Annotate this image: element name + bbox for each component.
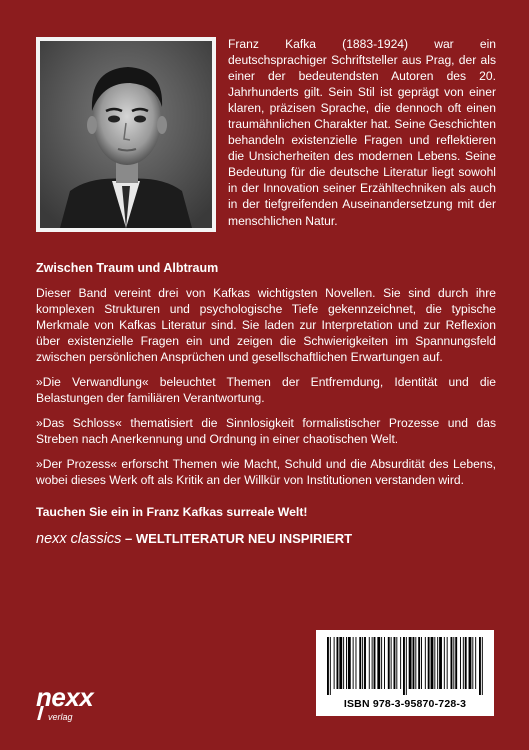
barcode-bar (421, 637, 422, 689)
barcode-bar (463, 637, 464, 689)
author-portrait-image (40, 41, 212, 228)
barcode-bar (388, 637, 390, 689)
barcode-bar (330, 637, 331, 695)
barcode-bar (428, 637, 430, 689)
barcode-icon (325, 637, 485, 695)
novella-verwandlung: »Die Verwandlung« beleuchtet Themen der Entfremdung, Identität und die Belastungen der familiären Verantwortung. (36, 375, 496, 406)
series-slogan: – WELTLITERATUR NEU INSPIRIERT (121, 530, 353, 546)
barcode-bar (444, 637, 445, 689)
series-tagline (36, 531, 496, 547)
barcode-bar (425, 637, 426, 689)
barcode-bar (455, 637, 457, 689)
barcode-bar (479, 637, 481, 695)
barcode-bar (374, 637, 376, 689)
barcode-bar (327, 637, 329, 695)
barcode-bar (431, 637, 434, 689)
section-title: Zwischen Traum und Albtraum (36, 261, 219, 275)
barcode-bar (396, 637, 397, 689)
barcode-bar (465, 637, 467, 689)
barcode-bar (372, 637, 373, 689)
barcode-bar (343, 637, 344, 689)
barcode-bar (453, 637, 454, 689)
description-paragraph: Dieser Band vereint drei von Kafkas wichtigsten Novellen. Sie sind durch ihre komplexen Strukturen und psychologische Tiefe gekennzeichnet, die typische Merkmale von Kafkas Literatur sind. Sie laden zur Interpretation und zur Reflexion über existenzielle Fragen ein und zeigen die Schwierigkeiten im Spannungsfeld zwischen persönlichen Ansprüchen und gesellschaftlichen Erwartungen auf. (36, 286, 496, 365)
barcode-bar (406, 637, 407, 695)
barcode-bar (377, 637, 380, 689)
barcode-bar (469, 637, 472, 689)
barcode-bar (339, 637, 342, 689)
description-section (36, 261, 496, 547)
barcode-bar (409, 637, 412, 689)
barcode-bar (346, 637, 347, 689)
barcode-bar (356, 637, 357, 689)
barcode-bar (364, 637, 366, 689)
barcode-bar (369, 637, 370, 689)
publisher-logo-sub: verlag (48, 712, 73, 722)
barcode-bar (403, 637, 405, 695)
barcode-bar (472, 637, 473, 689)
barcode-bar (359, 637, 361, 689)
barcode-bar (439, 637, 442, 689)
publisher-logo-word: nexx (36, 682, 94, 712)
barcode-bar (451, 637, 453, 689)
barcode-bar (362, 637, 363, 689)
barcode-bar (334, 637, 335, 689)
barcode-bar (415, 637, 416, 689)
barcode-bar (447, 637, 448, 689)
novella-prozess: »Der Prozess« erforscht Themen wie Macht, Schuld und die Absurdität des Lebens, wobei dieses Werk oft als Kritik an der Willkür von Institutionen verstanden wird. (36, 457, 496, 488)
barcode-bar (337, 637, 339, 689)
author-biography: Franz Kafka (1883-1924) war ein deutschsprachiger Schriftsteller aus Prag, der als einer der bedeutendsten Autoren des 20. Jahrhunderts gilt. Sein Stil ist geprägt von einer klaren, präzisen Sprache, die dennoch oft einen traumähnlichen Charakter hat. Seine Geschichten behandeln existenzielle Fragen und reflektieren die Unsicherheiten des modernen Lebens. Seine Bedeutung für die deutsche Literatur liegt sowohl in der Innovation seiner Erzähltechniken als auch in der tiefgreifenden Auseinandersetzung mit der menschlichen Natur. (228, 37, 496, 228)
barcode-bar (434, 637, 435, 689)
barcode-bar (437, 637, 438, 689)
publisher-logo (36, 684, 116, 726)
barcode-bar (391, 637, 392, 689)
call-to-action: Tauchen Sie ein in Franz Kafkas surreale Welt! (36, 504, 308, 519)
barcode-bar (400, 637, 401, 689)
barcode-bar (394, 637, 396, 689)
author-portrait (36, 37, 216, 232)
barcode-bar (348, 637, 351, 689)
barcode-box (316, 630, 494, 716)
novella-schloss: »Das Schloss« thematisiert die Sinnlosigkeit formalistischer Prozesse und das Streben nach Anerkennung und Ordnung in einer chaotischen Welt. (36, 416, 496, 447)
barcode-bar (381, 637, 382, 689)
barcode-bar (413, 637, 415, 689)
barcode-bar (384, 637, 385, 689)
isbn-number: ISBN 978-3-95870-728-3 (343, 698, 467, 710)
barcode-bar (353, 637, 354, 689)
barcode-bar (460, 637, 461, 689)
barcode-bar (475, 637, 476, 689)
barcode-bar (418, 637, 420, 689)
series-brand: nexx classics (36, 530, 122, 547)
barcode-bar (482, 637, 483, 695)
